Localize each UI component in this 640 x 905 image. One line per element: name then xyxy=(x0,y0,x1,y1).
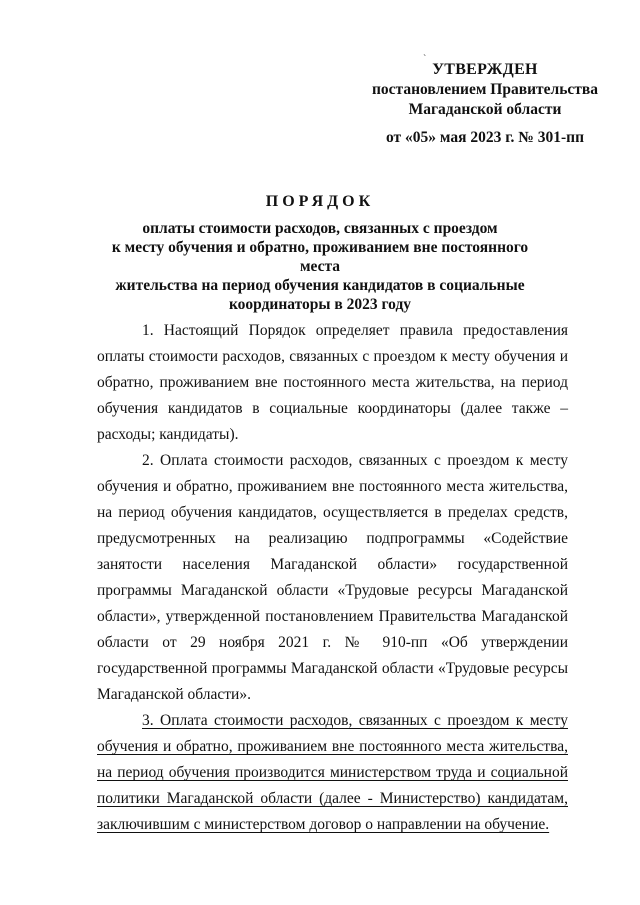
subtitle-line: оплаты стоимости расходов, связанных с проездом xyxy=(142,220,498,237)
paragraph-2: 2. Оплата стоимости расходов, связанных с проездом к месту обучения и обратно, проживанием вне постоянного места жительства, на период обучения кандидатов, осуществляется в пределах средств, предусмотренных на реализацию подпрограммы «Содействие занятости населения Магаданской области» государственной программы Магаданской области «Трудовые ресурсы Магаданской области», утвержденной постановлением Правительства Магаданской области от 29 ноября 2021 г. № 910-пп «Об утверждении государственной программы Магаданской области «Трудовые ресурсы Магаданской области». xyxy=(97,452,568,703)
paragraph-1: 1. Настоящий Порядок определяет правила предоставления оплаты стоимости расходов, связанных с проездом к месту обучения и обратно, проживанием вне постоянного места жительства, на период обучения кандидатов в социальные координаторы (далее также – расходы; кандидаты). xyxy=(97,322,568,443)
approval-heading: УТВЕРЖДЕН xyxy=(432,61,538,78)
subtitle-line: к месту обучения и обратно, проживанием вне постоянного места xyxy=(111,239,529,275)
document-title: ПОРЯДОК xyxy=(265,193,375,210)
subtitle-line: жительства на период обучения кандидатов в социальные xyxy=(115,277,525,294)
subtitle-line: координаторы в 2023 году xyxy=(228,296,412,313)
approval-block xyxy=(360,60,610,148)
document-body xyxy=(97,318,568,838)
paragraph-3: 3. Оплата стоимости расходов, связанных с проездом к месту обучения и обратно, проживанием вне постоянного места жительства, на период обучения производится министерством труда и социальной политики Магаданской области (далее - Министерство) кандидатам, заключившим с министерством договор о направлении на обучение. xyxy=(97,712,568,833)
approval-line-1: постановлением Правительства xyxy=(371,81,599,98)
approval-date-line: от «05» мая 2023 г. № 301-пп xyxy=(385,129,584,146)
stray-mark: ` xyxy=(423,54,427,65)
document-subtitle xyxy=(110,219,530,314)
approval-line-2: Магаданской области xyxy=(408,101,562,118)
